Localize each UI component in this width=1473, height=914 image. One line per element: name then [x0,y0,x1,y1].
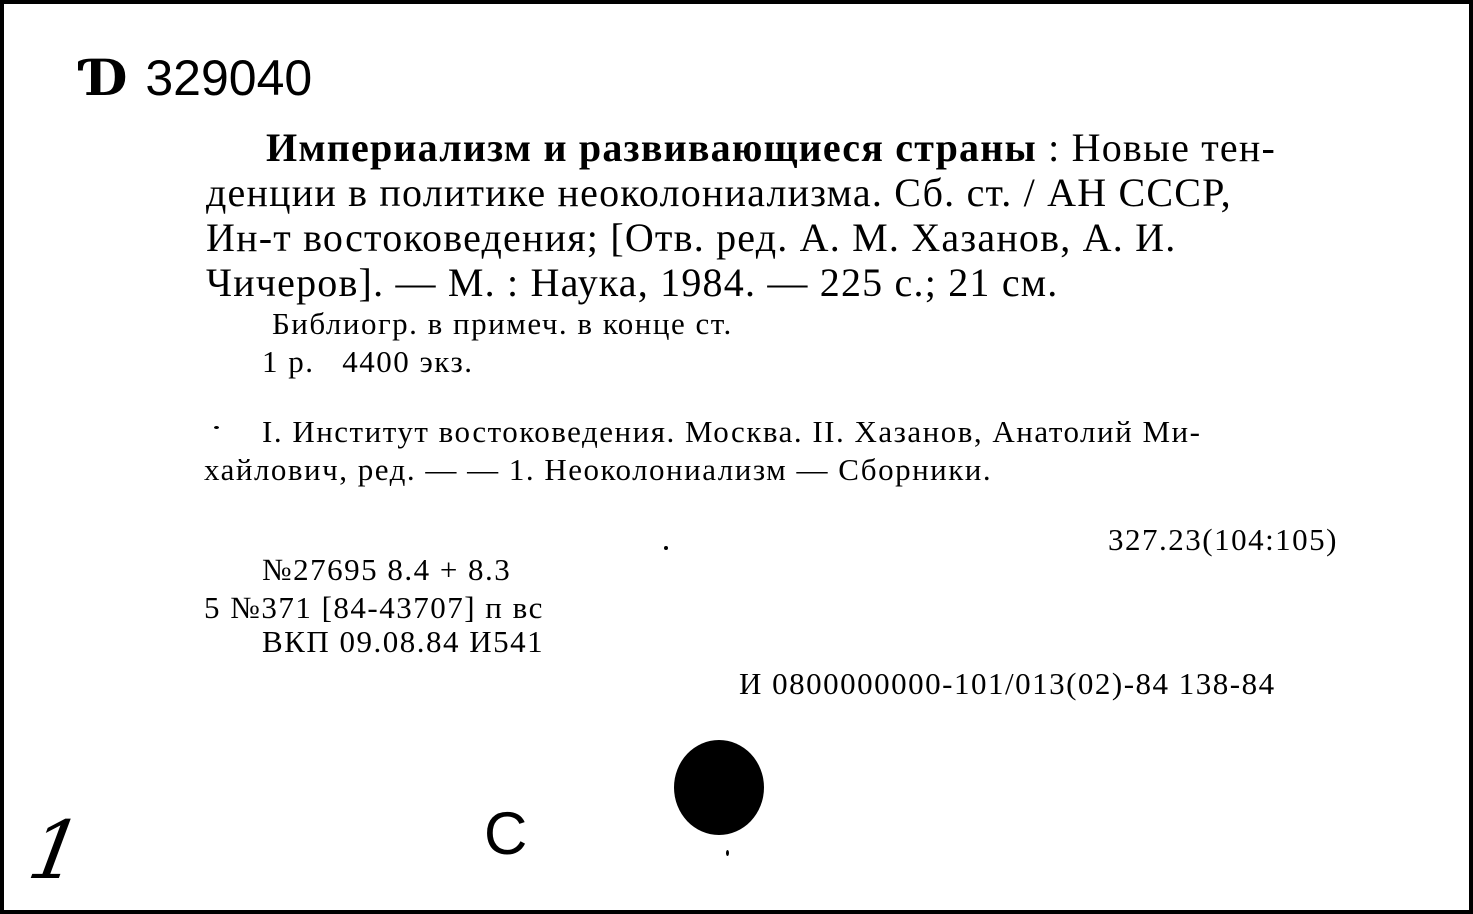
note-bibliography: Библиогр. в примеч. в конце ст. [272,306,733,341]
isbn-line: И 0800000000-101/013(02)-84 138-84 [739,666,1276,701]
title-line-1-rest: : Новые тен- [1036,125,1276,170]
speck-mark [664,546,668,550]
title-line-1 [266,124,1276,171]
tracing-line-2: хайлович, ред. — — 1. Неоколониализм — Сборники. [204,452,993,487]
speck-mark [214,426,219,429]
handwritten-number: 1 [21,804,90,897]
title-line-3: Ин-т востоковедения; [Отв. ред. А. М. Хазанов, А. И. [206,215,1177,260]
note-price-copies: 1 р. 4400 экз. [262,344,474,379]
title-line-4: Чичеров]. — М. : Наука, 1984. — 225 с.; 21 см. [206,260,1059,305]
call-number [84,48,312,107]
handwritten-letter: C [484,800,528,867]
call-number-value: 329040 [145,50,313,106]
udc-classification: 327.23(104:105) [1108,522,1339,557]
order-line-3: ВКП 09.08.84 И541 [262,624,545,659]
order-line-1: №27695 8.4 + 8.3 [262,552,512,587]
punch-hole [674,740,764,835]
call-prefix-mark: Ɗ [84,48,128,107]
book-title: Империализм и развивающиеся страны [266,125,1037,170]
title-line-2: денции в политике неоколониализма. Сб. ст. / АН СССР, [206,170,1232,215]
order-line-2: 5 №371 [84-43707] п вс [204,590,544,625]
speck-mark [726,850,729,856]
tracing-line-1: I. Институт востоковедения. Москва. II. Хазанов, Анатолий Ми- [262,414,1202,449]
